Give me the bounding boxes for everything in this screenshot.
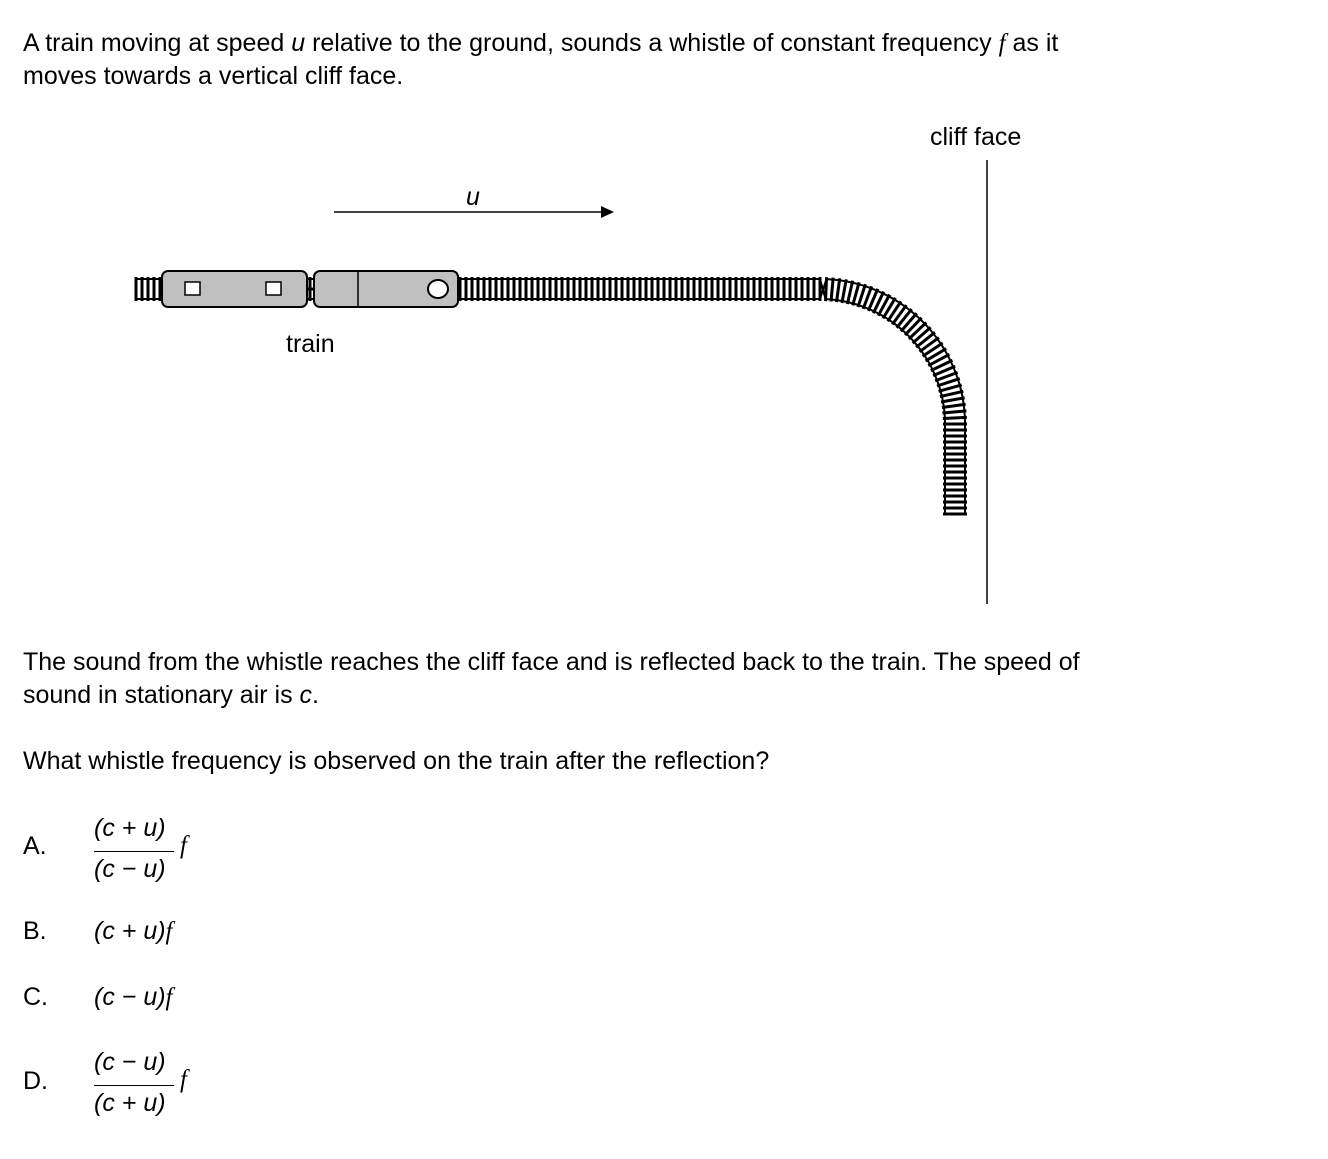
velocity-arrowhead [601, 206, 614, 218]
track-sleeper [943, 417, 967, 418]
track-sleeper [897, 309, 912, 328]
middle-text-b: . [312, 681, 319, 709]
option-b-bracket: (c + u) [94, 917, 166, 945]
track-sleeper [842, 279, 846, 303]
option-d-frequency: f [180, 1066, 187, 1093]
option-a-numerator: (c + u) [94, 814, 166, 842]
option-b-expression [94, 917, 173, 946]
track-sleeper [837, 278, 840, 302]
option-a-fraction-bar [94, 851, 174, 852]
track-sleeper [943, 411, 967, 413]
train [162, 271, 458, 307]
track-sleeper [901, 313, 917, 331]
velocity-label: u [466, 183, 480, 211]
track-sleeper [940, 391, 963, 396]
track-sleeper [909, 322, 926, 339]
option-c-frequency: f [165, 984, 173, 1011]
rear-carriage-window-1 [185, 282, 200, 295]
intro-frequency-symbol: f [998, 30, 1006, 57]
track-rail-outer [136, 279, 965, 514]
option-d-numerator: (c − u) [94, 1048, 166, 1076]
question-middle [23, 646, 1080, 712]
track-sleeper [847, 281, 852, 304]
track-sleeper [831, 278, 833, 302]
option-d-letter: D. [23, 1067, 48, 1095]
question-prompt: What whistle frequency is observed on the train after the reflection? [23, 747, 770, 775]
train-rear-carriage [162, 271, 307, 307]
track-sleeper [942, 404, 966, 407]
locomotive-headlight [428, 280, 448, 298]
track-sleeper [920, 338, 939, 352]
track-sleeper [888, 301, 901, 321]
middle-sound-speed-symbol: c [299, 681, 313, 709]
option-a-denominator: (c − u) [94, 855, 166, 883]
intro-text-line2: moves towards a vertical cliff face. [23, 62, 404, 90]
option-c-expression [94, 983, 173, 1012]
intro-text-a: A train moving at speed [23, 29, 292, 57]
track-sleeper [913, 327, 931, 343]
option-d-fraction-bar [94, 1085, 174, 1086]
railway-track [136, 277, 967, 514]
option-a-frequency: f [180, 832, 187, 859]
track-sleeper [923, 343, 943, 356]
cliff-face-label: cliff face [930, 123, 1022, 151]
middle-text-a: sound in stationary air is [23, 681, 300, 709]
option-d-denominator: (c + u) [94, 1089, 166, 1117]
track-sleeper [892, 305, 906, 324]
option-b-letter: B. [23, 917, 47, 945]
track-sleeper [905, 318, 922, 335]
train-label: train [286, 330, 335, 358]
rear-carriage-window-2 [266, 282, 281, 295]
option-b-frequency: f [165, 918, 173, 945]
intro-text-c: as it [1005, 29, 1059, 57]
intro-text-b: relative to the ground, sounds a whistle of constant frequency [305, 29, 999, 57]
track-rail-inner [136, 279, 945, 514]
track-sleeper [916, 332, 935, 347]
option-c-bracket: (c − u) [94, 983, 166, 1011]
intro-speed-symbol: u [291, 29, 306, 57]
middle-text-line1: The sound from the whistle reaches the cliff face and is reflected back to the train. The speed of [23, 648, 1080, 676]
option-c-letter: C. [23, 983, 48, 1011]
option-a-letter: A. [23, 832, 47, 860]
track-sleeper [941, 398, 965, 402]
